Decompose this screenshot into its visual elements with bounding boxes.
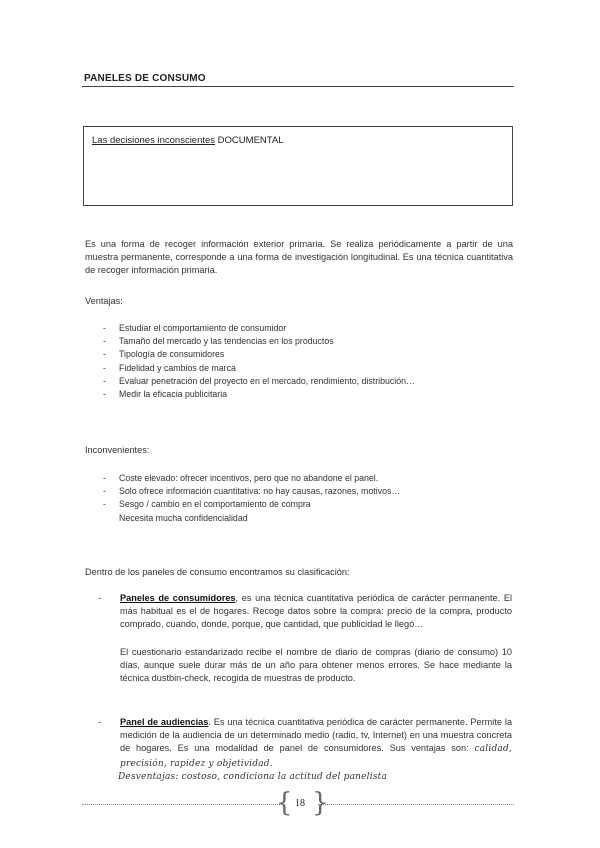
list-item: - Sesgo / cambio en el comportamiento de compra xyxy=(103,498,400,511)
list-item: - Medir la eficacia publicitaria xyxy=(103,388,415,401)
list-item: - Fidelidad y cambios de marca xyxy=(103,362,415,375)
paneles-consumidores-text: Paneles de consumidores, es una técnica cuantitativa periódica de carácter permanente. El más habitual es el de hogares. Recoge datos sobre la compra: precio de la compra, producto comprado, cuando, donde, porque, que cantidad, que publicidad le llegó… xyxy=(120,593,512,630)
list-item: - Solo ofrece información cuantitativa: no hay causas, razones, motivos… xyxy=(103,485,400,498)
clasificacion-intro: Dentro de los paneles de consumo encontramos su clasificación: xyxy=(85,567,350,577)
paneles-consumidores-term: Paneles de consumidores xyxy=(120,593,236,603)
note-box-title xyxy=(92,135,284,146)
panel-audiencias-term: Panel de audiencias xyxy=(120,717,209,727)
handwritten-desventajas: Desventajas: costoso, condiciona la actitud del panelista xyxy=(118,772,388,782)
paneles-consumidores-item: - Paneles de consumidores, es una técnica cuantitativa periódica de carácter permanente. El más habitual es el de hogares. Recoge datos sobre la compra: precio de la compra, producto comprado, cuando, donde, porque, que cantidad, que publicidad le llegó… El cuestionario estandarizado recibe el nombre de diario de compras (diario de consumo) 10 días, aunque suele durar más de un año para obtener menos errores. Se hace mediante la técnica dustbin-check, recogida de muestras de producto. xyxy=(100,592,512,685)
footer-rule-right xyxy=(318,804,514,805)
panel-audiencias-item: - Panel de audiencias. Es una técnica cuantitativa periódica de carácter permanente. Permite la medición de la audiencia de un determinado medio (radio, tv, Internet) en una muestra concreta de hogares. Es una modalidad de panel de consumidores. Sus ventajas son: calidad, precisión, rapidez y objetividad. xyxy=(100,716,512,771)
page-header-title: PANELES DE CONSUMO xyxy=(84,73,206,84)
list-item: - Evaluar penetración del proyecto en el mercado, rendimiento, distribución… xyxy=(103,375,415,388)
handwritten-note: calidad, precisión, rapidez y objetividad. xyxy=(120,744,512,769)
inconvenientes-label: Inconvenientes: xyxy=(85,445,150,455)
list-item: - Tipología de consumidores xyxy=(103,348,415,361)
inconvenientes-list xyxy=(103,472,400,525)
list-item: - Estudiar el comportamiento de consumidor xyxy=(103,322,415,335)
paneles-consumidores-text-2: El cuestionario estandarizado recibe el nombre de diario de compras (diario de consumo) 10 días, aunque suele durar más de un año para obtener menos errores. Se hace mediante la técnica dustbin-check, recogida de muestras de producto. xyxy=(120,646,512,684)
ventajas-label: Ventajas: xyxy=(85,296,123,306)
list-item: - Tamaño del mercado y las tendencias en los productos xyxy=(103,335,415,348)
footer-rule-left xyxy=(82,804,282,805)
page-number: 18 xyxy=(295,798,305,809)
list-item: - Coste elevado: ofrecer incentivos, pero que no abandone el panel. xyxy=(103,472,400,485)
note-box-title-underlined: Las decisiones inconscientes xyxy=(92,135,216,146)
intro-paragraph: Es una forma de recoger información exterior primaria. Se realiza periódicamente a partir de una muestra permanente, corresponde a una forma de investigación longitudinal. Es una técnica cuantitativa de recoger información primaria. xyxy=(85,239,513,276)
panel-audiencias-text: Panel de audiencias. Es una técnica cuantitativa periódica de carácter permanente. Permite la medición de la audiencia de un determinado medio (radio, tv, Internet) en una muestra concreta de hogares. Es una modalidad de panel de consumidores. Sus ventajas son: calidad, precisión, rapidez y objetividad. xyxy=(120,717,512,769)
page-number-bracket-left: { xyxy=(276,788,293,818)
page-number-bracket-right: } xyxy=(312,788,329,818)
note-box xyxy=(83,126,513,206)
list-item: Necesita mucha confidencialidad xyxy=(119,512,248,523)
note-box-title-rest: DOCUMENTAL xyxy=(215,135,284,146)
header-rule xyxy=(82,86,514,87)
ventajas-list xyxy=(103,322,415,401)
